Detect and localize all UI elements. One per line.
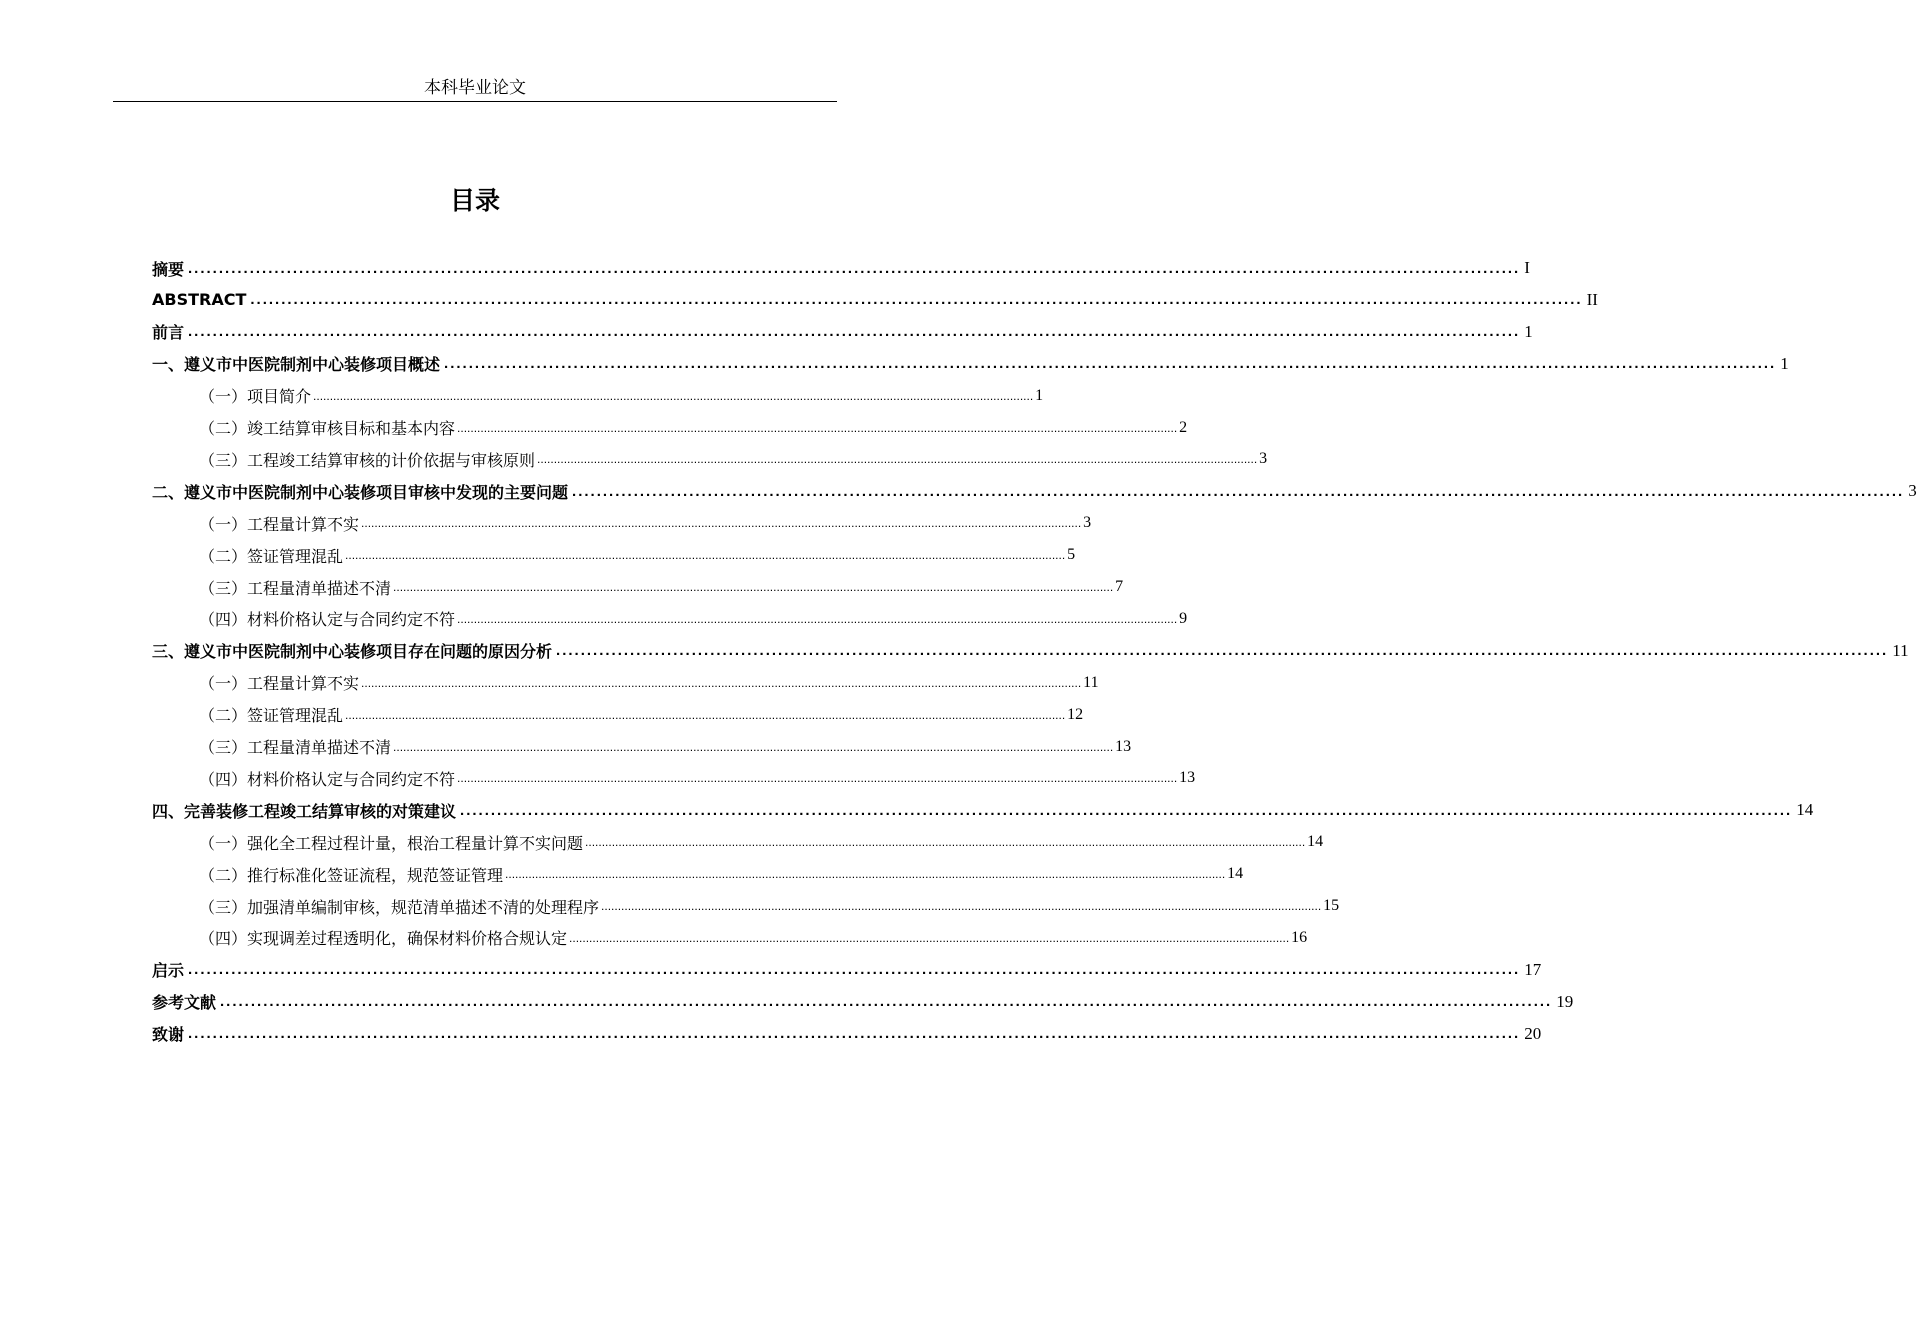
toc-entry-section[interactable] [152,380,1044,412]
toc-page-number: 11 [1892,640,1909,660]
toc-page-number: 3 [1259,450,1268,468]
toc-entry-title: 工程竣工结算审核的计价依据与审核原则 [247,450,536,470]
toc-dot-leader: ........................................................................................................................................................................................................................ [460,801,1793,819]
toc-entry-title: 材料价格认定与合同约定不符 [247,769,456,789]
toc-page-number: 14 [1796,800,1814,820]
toc-entry-chapter[interactable] [152,348,1789,380]
toc-entry-section[interactable] [152,826,1324,858]
toc-page-number: 1 [1780,353,1789,373]
toc-entry-title: 加强清单编制审核，规范清单描述不清的处理程序 [247,897,600,917]
toc-page-number: 3 [1908,481,1917,501]
toc-entry-chapter[interactable] [152,316,1533,348]
toc-entry-number: （四） [199,929,248,949]
toc-page-number: 12 [1067,705,1084,723]
toc-dot-leader: ........................................................................................................................................................................................................................ [188,1025,1521,1043]
toc-entry-number: （二） [199,546,248,566]
toc-page-number: I [1524,258,1530,277]
toc-entry-chapter[interactable] [152,475,1917,507]
toc-entry-title: 工程量清单描述不清 [247,738,392,757]
toc-page-number: 9 [1179,609,1188,627]
toc-page-number: 13 [1115,737,1132,755]
toc-dot-leader: ........................................................................................................................................................................................................................ [188,961,1521,979]
toc-page-number: 16 [1291,928,1308,946]
toc-entry-title: 启示 [152,961,185,981]
toc-page-number: 13 [1179,769,1196,787]
toc-entry-title: 强化全工程过程计量，根治工程量计算不实问题 [247,833,584,853]
toc-entry-title: 前言 [152,323,185,343]
toc-dot-leader: ........................................................................................................................................................................................................................ [572,482,1905,500]
toc-dot-leader: ........................................................................................................................................................................................................................ [505,867,1226,882]
toc-dot-leader: ........................................................................................................................................................................................................................ [361,516,1082,531]
toc-entry-number: （二） [199,419,248,438]
header-divider [113,101,837,102]
toc-page-number: II [1586,289,1598,309]
toc-entry-number: （二） [199,865,248,885]
toc-dot-leader: ........................................................................................................................................................................................................................ [393,580,1114,594]
toc-entry-title: 竣工结算审核目标和基本内容 [247,419,456,438]
toc-dot-leader: ........................................................................................................................................................................................................................ [556,642,1889,660]
toc-dot-leader: ........................................................................................................................................................................................................................ [585,835,1306,850]
toc-dot-leader: ........................................................................................................................................................................................................................ [457,420,1178,435]
toc-page-number: 14 [1307,833,1324,851]
toc-dot-leader: ........................................................................................................................................................................................................................ [188,259,1521,277]
toc-page-number: 17 [1524,959,1542,979]
toc-entry-section[interactable] [152,762,1196,794]
toc-entry-number: （一） [199,514,248,534]
toc-dot-leader: ........................................................................................................................................................................................................................ [250,291,1583,309]
toc-dot-leader: ........................................................................................................................................................................................................................ [569,930,1290,945]
toc-entry-title: 签证管理混乱 [247,546,344,566]
toc-dot-leader: ........................................................................................................................................................................................................................ [313,388,1034,403]
toc-dot-leader: ........................................................................................................................................................................................................................ [393,739,1114,754]
toc-entry-number: （三） [199,738,248,757]
toc-page-number: 1 [1035,386,1044,404]
toc-entry-title: 项目简介 [247,387,312,407]
toc-entry-chapter[interactable] [152,986,1574,1018]
toc-page-number: 3 [1083,514,1092,532]
toc-dot-leader: ........................................................................................................................................................................................................................ [345,707,1066,722]
toc-entry-section[interactable] [152,731,1132,763]
toc-entry-title: 工程量计算不实 [247,674,360,694]
page-header: 本科毕业论文 [424,78,526,98]
toc-entry-number: （三） [199,897,248,917]
toc-entry-title: ABSTRACT [152,290,247,310]
toc-entry-chapter[interactable] [152,635,1909,667]
toc-dot-leader: ........................................................................................................................................................................................................................ [444,355,1777,373]
toc-dot-leader: ........................................................................................................................................................................................................................ [537,452,1258,467]
toc-entry-number: 二、 [152,482,185,502]
toc-entry-title: 工程量计算不实 [247,514,360,534]
toc-entry-section[interactable] [152,443,1268,475]
toc-entry-number: （四） [199,769,248,789]
toc-dot-leader: ........................................................................................................................................................................................................................ [457,771,1178,786]
toc-dot-leader: ........................................................................................................................................................................................................................ [457,611,1178,626]
toc-entry-section[interactable] [152,699,1084,731]
page-title: 目录 [449,186,500,215]
toc-page-number: 7 [1115,578,1124,595]
toc-entry-section[interactable] [152,667,1099,699]
toc-entry-number: （二） [199,706,248,726]
toc-entry-chapter[interactable] [152,252,1530,284]
toc-entry-chapter[interactable] [152,794,1814,826]
toc-entry-number: （四） [199,610,248,630]
toc-entry-chapter[interactable] [152,284,1598,316]
toc-entry-number: （一） [199,387,248,407]
toc-entry-title: 致谢 [152,1025,185,1045]
toc-page-number: 14 [1227,865,1244,883]
toc-page-number: 11 [1083,673,1099,691]
toc-entry-chapter[interactable] [152,954,1542,986]
toc-entry-chapter[interactable] [152,1018,1542,1050]
toc-entry-section[interactable] [152,539,1076,571]
toc-page-number: 15 [1323,897,1340,914]
toc-dot-leader: ........................................................................................................................................................................................................................ [220,993,1553,1011]
toc-page-number: 5 [1067,546,1076,564]
toc-page-number: 19 [1556,991,1574,1011]
toc-dot-leader: ........................................................................................................................................................................................................................ [345,548,1066,563]
toc-entry-number: （一） [199,833,248,853]
toc-dot-leader: ........................................................................................................................................................................................................................ [188,323,1521,341]
toc-entry-title: 工程量清单描述不清 [247,578,392,598]
toc-entry-title: 完善装修工程竣工结算审核的对策建议 [184,801,457,821]
toc-page-number: 20 [1524,1023,1542,1043]
toc-entry-number: （三） [199,578,248,598]
toc-page-number: 2 [1179,418,1188,436]
toc-entry-section[interactable] [152,858,1244,890]
toc-entry-title: 参考文献 [152,993,217,1013]
toc-entry-title: 推行标准化签证流程，规范签证管理 [247,865,504,885]
toc-entry-section[interactable] [152,890,1340,922]
toc-entry-section[interactable] [152,507,1092,539]
toc-dot-leader: ........................................................................................................................................................................................................................ [601,899,1322,913]
toc-entry-section[interactable] [152,922,1308,954]
toc-entry-number: （一） [199,674,248,694]
toc-entry-number: （三） [199,450,248,470]
toc-entry-number: 四、 [152,801,185,821]
toc-dot-leader: ........................................................................................................................................................................................................................ [361,675,1082,690]
toc-entry-title: 材料价格认定与合同约定不符 [247,610,456,630]
toc-entry-number: 一、 [152,355,185,375]
toc-entry-section[interactable] [152,603,1188,635]
toc-entry-number: 三、 [152,642,185,662]
toc-entry-title: 签证管理混乱 [247,706,344,726]
toc-entry-title: 摘要 [152,259,185,279]
toc-entry-title: 遵义市中医院制剂中心装修项目存在问题的原因分析 [184,642,553,662]
toc-entry-section[interactable] [152,571,1124,603]
toc-entry-section[interactable] [152,412,1188,444]
toc-entry-title: 实现调差过程透明化，确保材料价格合规认定 [247,929,568,949]
toc-entry-title: 遵义市中医院制剂中心装修项目审核中发现的主要问题 [184,482,569,502]
toc-entry-title: 遵义市中医院制剂中心装修项目概述 [184,355,441,375]
toc-page-number: 1 [1524,321,1533,341]
